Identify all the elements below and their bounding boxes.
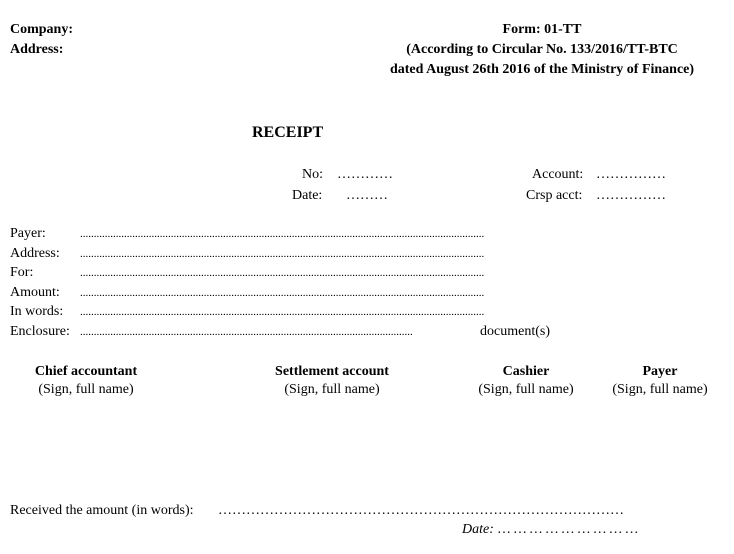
account-value: …………… (596, 167, 666, 182)
for-dotted-line: ................................................................................................................................................... (80, 267, 485, 279)
signature-note-chief-accountant: (Sign, full name) (38, 382, 134, 397)
account-label: Account: (532, 167, 584, 182)
circular-date: dated August 26th 2016 of the Ministry of Finance) (389, 62, 695, 77)
signature-note-settlement-account: (Sign, full name) (284, 382, 380, 397)
received-amount-label: Received the amount (in words): (10, 503, 194, 518)
receipt-no-label: No: (302, 167, 323, 182)
receipt-date-label: Date: (292, 188, 323, 203)
payer-dotted-line: ................................................................................................................................................... (80, 228, 485, 240)
signature-title-cashier: Cashier (502, 364, 550, 379)
crsp-account-value: …………… (596, 188, 666, 203)
for-label: For: (10, 265, 34, 280)
enclosure-suffix: document(s) (480, 324, 550, 339)
amount-label: Amount: (10, 285, 60, 300)
receipt-no-value: ………… (337, 167, 393, 182)
received-amount-dotted-line: …………………………………………………………………………… (218, 503, 624, 518)
address-field-label: Address: (10, 246, 60, 261)
enclosure-label: Enclosure: (10, 324, 70, 339)
signature-note-payer: (Sign, full name) (612, 382, 708, 397)
in-words-dotted-line: ................................................................................................................................................... (80, 306, 485, 318)
address-dotted-line: ................................................................................................................................................... (80, 248, 485, 260)
form-number: Form: 01-TT (502, 22, 582, 37)
in-words-label: In words: (10, 304, 64, 319)
signature-title-chief-accountant: Chief accountant (34, 364, 138, 379)
footer-date-dotted-line: … … … … … … … … … (498, 522, 639, 537)
signature-note-cashier: (Sign, full name) (478, 382, 574, 397)
company-label: Company: (10, 22, 74, 37)
footer-date-label: Date: (462, 522, 494, 537)
crsp-account-label: Crsp acct: (526, 188, 583, 203)
page-title: RECEIPT (252, 124, 324, 141)
amount-dotted-line: ................................................................................................................................................... (80, 287, 485, 299)
enclosure-dotted-line: ......................................................................................................................... (80, 326, 413, 338)
signature-title-payer: Payer (642, 364, 678, 379)
address-label: Address: (10, 42, 64, 57)
receipt-date-value: ……… (346, 188, 388, 203)
payer-label: Payer: (10, 226, 46, 241)
circular-reference: (According to Circular No. 133/2016/TT-BTC (406, 42, 678, 57)
signature-title-settlement-account: Settlement account (275, 364, 389, 379)
